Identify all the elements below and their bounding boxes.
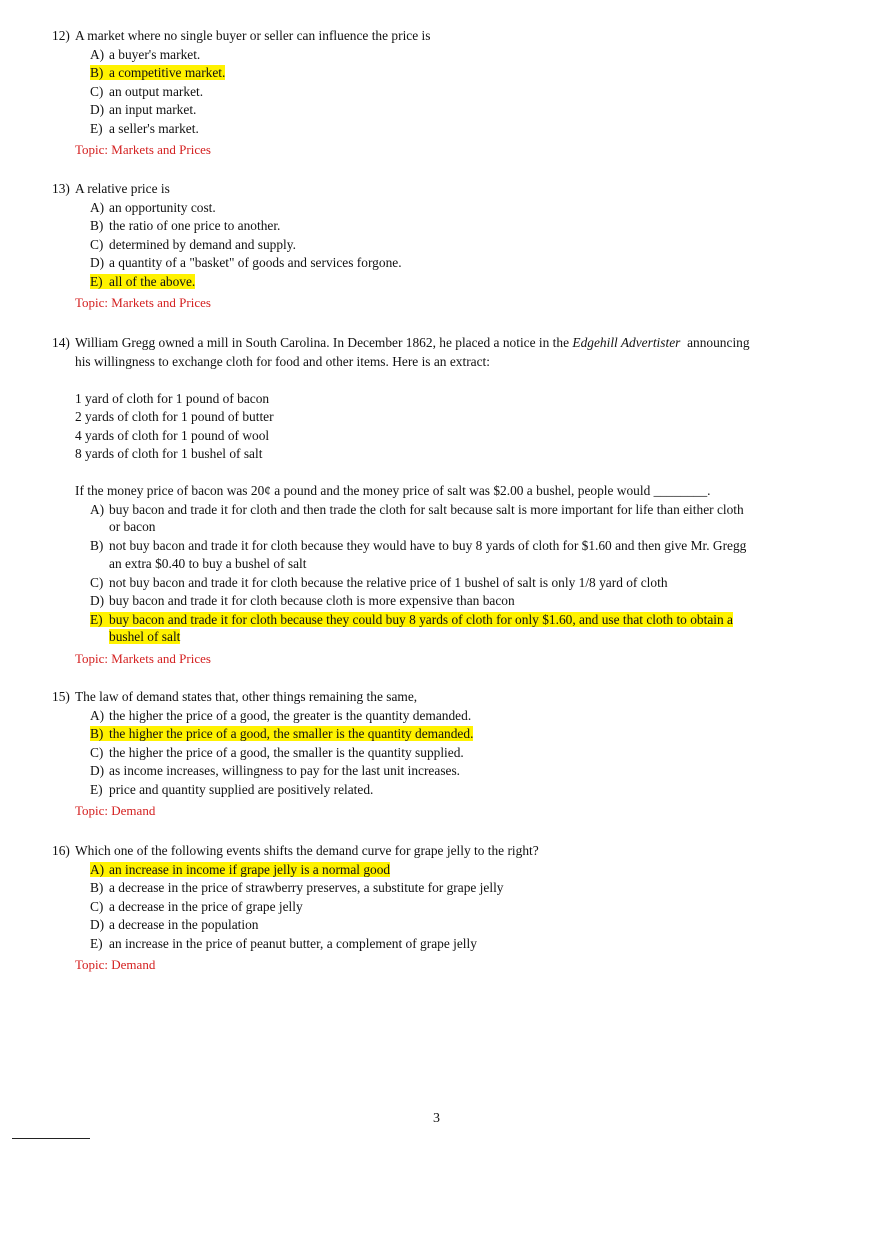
- option-e: E) price and quantity supplied are positively related.: [90, 781, 374, 797]
- question-stem: The law of demand states that, other things remaining the same,: [75, 689, 418, 704]
- option-a-continued: or bacon: [109, 519, 156, 534]
- option-a: A) a buyer's market.: [90, 46, 201, 62]
- extract-line-4: 8 yards of cloth for 1 bushel of salt: [75, 446, 263, 461]
- topic-label: Topic: Demand: [75, 957, 156, 972]
- option-d: D) a quantity of a "basket" of goods and services forgone.: [90, 255, 402, 270]
- option-b-correct: B) a competitive market.: [90, 65, 226, 80]
- topic-label: Topic: Markets and Prices: [75, 295, 211, 310]
- extract-line-1: 1 yard of cloth for 1 pound of bacon: [75, 390, 270, 406]
- option-b: B) the ratio of one price to another.: [90, 218, 281, 233]
- option-a-correct: A) an increase in income if grape jelly is a normal good: [90, 861, 391, 877]
- option-a: A) the higher the price of a good, the greater is the quantity demanded.: [90, 707, 472, 723]
- option-c: C) an output market.: [90, 83, 204, 99]
- page-number: 3: [433, 1111, 440, 1126]
- question-stem: William Gregg owned a mill in South Carolina. In December 1862, he placed a notice in the Edgehill Advertister announcing: [75, 335, 750, 350]
- option-b: B) a decrease in the price of strawberry preserves, a substitute for grape jelly: [90, 880, 504, 895]
- option-e-continued: bushel of salt: [109, 629, 181, 644]
- question-stem: Which one of the following events shifts the demand curve for grape jelly to the right?: [75, 843, 539, 858]
- option-e: E) an increase in the price of peanut butter, a complement of grape jelly: [90, 935, 477, 951]
- option-d: D) as income increases, willingness to pay for the last unit increases.: [90, 763, 461, 778]
- question-stem: A relative price is: [75, 181, 170, 196]
- option-b-continued: an extra $0.40 to buy a bushel of salt: [109, 555, 307, 571]
- footnote-divider: [12, 1138, 90, 1139]
- question-stem-line-2: his willingness to exchange cloth for food and other items. Here is an extract:: [75, 353, 490, 369]
- topic-label: Topic: Markets and Prices: [75, 142, 211, 157]
- option-b-correct: B) the higher the price of a good, the smaller is the quantity demanded.: [90, 726, 474, 741]
- option-c: C) the higher the price of a good, the smaller is the quantity supplied.: [90, 744, 464, 760]
- topic-label: Topic: Demand: [75, 803, 156, 818]
- extract-line-2: 2 yards of cloth for 1 pound of butter: [75, 409, 274, 424]
- option-b: B) not buy bacon and trade it for cloth because they would have to buy 8 yards of cloth for $1.60 and then give Mr. Gregg: [90, 538, 747, 553]
- extract-line-3: 4 yards of cloth for 1 pound of wool: [75, 427, 270, 443]
- option-a: A) an opportunity cost.: [90, 199, 216, 215]
- question-number: 16): [52, 843, 70, 858]
- option-a: A) buy bacon and trade it for cloth and then trade the cloth for salt because salt is more important for life than either cloth: [90, 501, 744, 517]
- option-e-correct: E) all of the above.: [90, 273, 196, 289]
- question-number: 15): [52, 689, 70, 704]
- option-d: D) an input market.: [90, 102, 197, 117]
- option-c: C) determined by demand and supply.: [90, 236, 296, 252]
- option-d: D) buy bacon and trade it for cloth because cloth is more expensive than bacon: [90, 593, 515, 608]
- option-e-correct: E) buy bacon and trade it for cloth because they could buy 8 yards of cloth for only $1.60, and use that cloth to obtain a: [90, 611, 733, 627]
- option-c: C) a decrease in the price of grape jelly: [90, 898, 303, 914]
- option-d: D) a decrease in the population: [90, 917, 259, 932]
- topic-label: Topic: Markets and Prices: [75, 651, 211, 666]
- option-e: E) a seller's market.: [90, 120, 199, 136]
- question-number: 14): [52, 335, 70, 350]
- option-c: C) not buy bacon and trade it for cloth because the relative price of 1 bushel of salt is only 1/8 yard of cloth: [90, 574, 668, 590]
- question-prompt: If the money price of bacon was 20¢ a pound and the money price of salt was $2.00 a bushel, people would ________.: [75, 483, 711, 498]
- question-number: 12): [52, 28, 70, 43]
- question-stem: A market where no single buyer or seller can influence the price is: [75, 28, 431, 43]
- newspaper-title: Edgehill Advertister: [572, 335, 681, 350]
- question-number: 13): [52, 181, 70, 196]
